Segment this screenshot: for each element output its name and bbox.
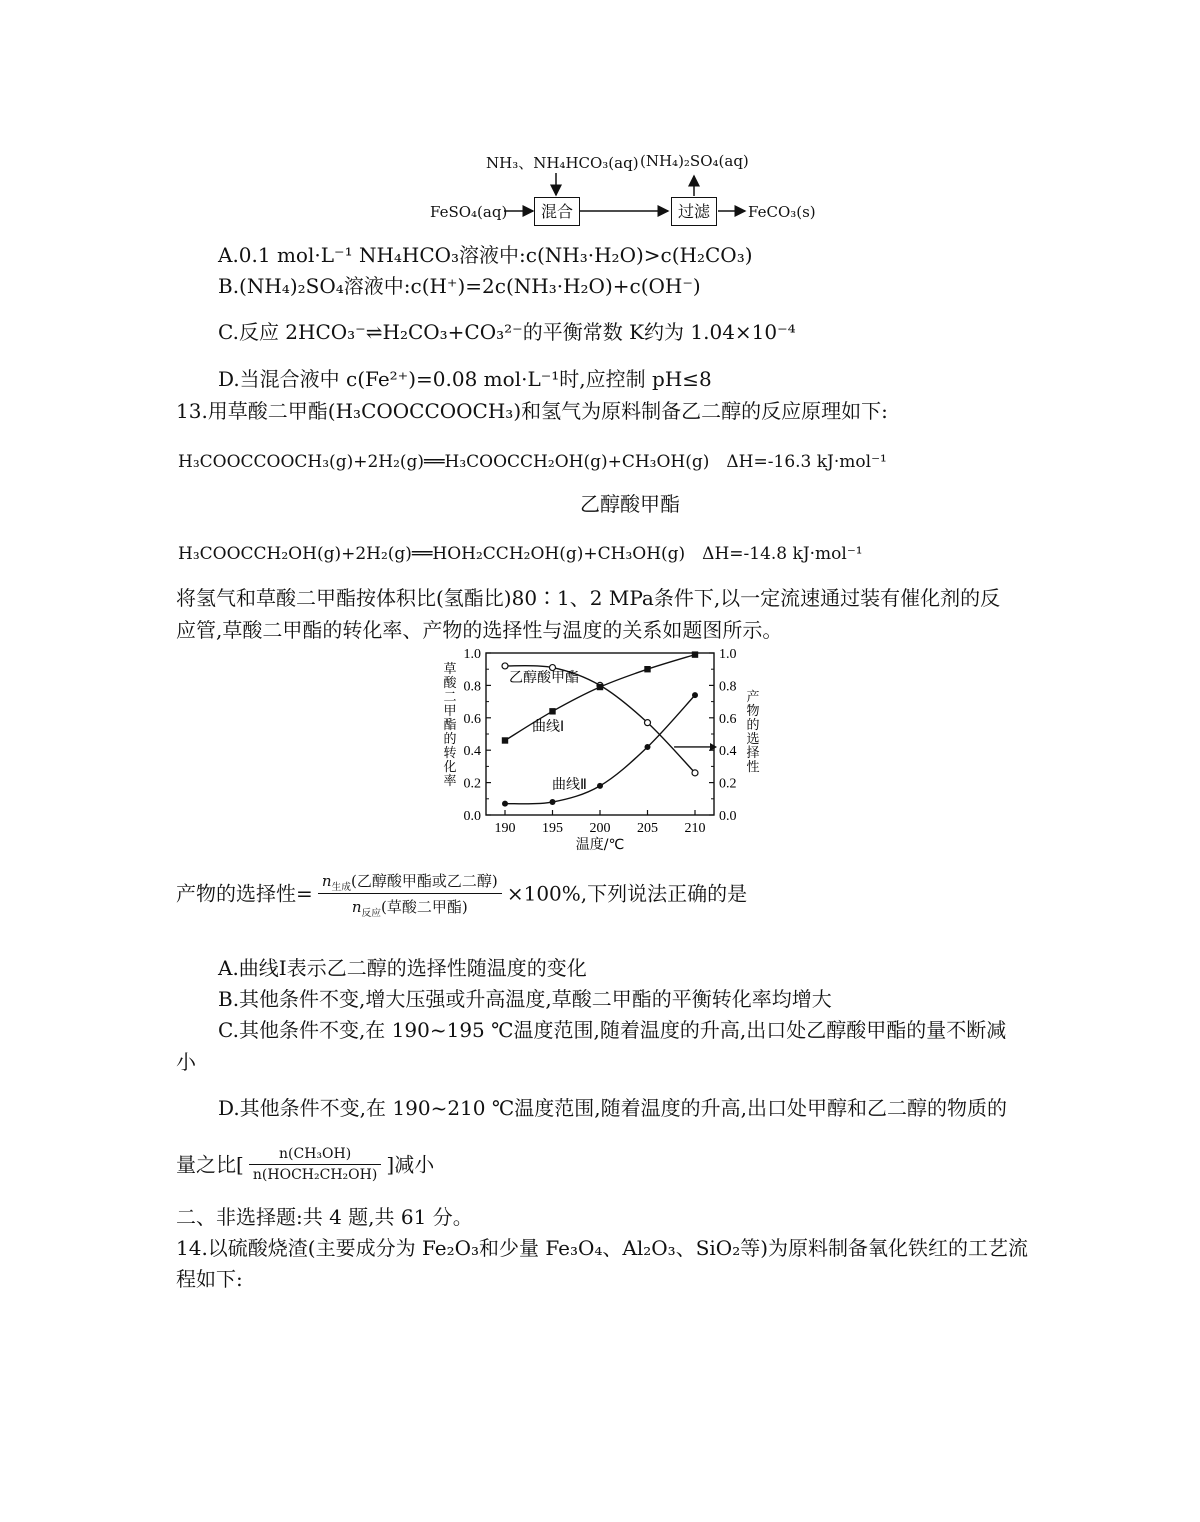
series-2-point	[549, 708, 555, 714]
flow-arrows	[0, 0, 1200, 240]
svg-text:性: 性	[746, 760, 760, 775]
series-1-label: 乙醇酸甲酯	[509, 670, 579, 687]
q13-option-c-line-1: C.其他条件不变,在 190~195 ℃温度范围,随着温度的升高,出口处乙醇酸甲酯的量不断减	[218, 1018, 1007, 1042]
y-tick-label-left: 0.6	[463, 711, 481, 727]
selectivity-den-text: (草酸二甲酯)	[381, 898, 468, 916]
y-tick-label-right: 0.6	[719, 711, 737, 727]
x-tick-label: 205	[637, 821, 658, 836]
svg-text:率: 率	[443, 774, 457, 789]
q13-option-d-line-1: D.其他条件不变,在 190~210 ℃温度范围,随着温度的升高,出口处甲醇和乙二醇的物质的	[218, 1096, 1007, 1120]
flow-input-label: FeSO₄(aq)	[430, 203, 508, 221]
series-2-label: 曲线Ⅰ	[532, 718, 565, 735]
q14-stem-line-1: 14.以硫酸烧渣(主要成分为 Fe₂O₃和少量 Fe₃O₄、Al₂O₃、SiO₂等)为原料制备氧化铁红的工艺流	[176, 1236, 1029, 1260]
y-tick-label-right: 0.8	[719, 679, 737, 695]
q13-option-d-prefix: 量之比[	[176, 1152, 244, 1177]
series-3-point	[502, 801, 508, 807]
selectivity-fraction	[318, 870, 502, 917]
q13-equation-1-label: 乙醇酸甲酯	[580, 492, 680, 516]
selectivity-prefix: 产物的选择性=	[176, 881, 313, 906]
q13-option-d-fraction	[249, 1146, 381, 1183]
svg-text:物: 物	[746, 704, 760, 719]
svg-text:二: 二	[443, 690, 457, 705]
q12-option-b: B.(NH₄)₂SO₄溶液中:c(H⁺)=2c(NH₃·H₂O)+c(OH⁻)	[218, 274, 701, 298]
x-tick-label: 200	[589, 821, 611, 836]
y-axis-label-right	[746, 689, 759, 775]
q13-equation-1: H₃COOCCOOCH₃(g)+2H₂(g)══H₃COOCCH₂OH(g)+CH₃OH(g) ΔH=-16.3 kJ·mol⁻¹	[178, 452, 887, 472]
series-1-point	[692, 770, 698, 776]
q13-option-d-denominator: n(HOCH₂CH₂OH)	[252, 1167, 378, 1183]
flow-filter-box: 过滤	[671, 197, 717, 226]
selectivity-suffix: ×100%,下列说法正确的是	[506, 881, 748, 906]
selectivity-num-text: (乙醇酸甲酯或乙二醇)	[351, 872, 498, 890]
flow-top-left-label: NH₃、NH₄HCO₃(aq)	[486, 154, 639, 172]
svg-text:酸: 酸	[443, 676, 457, 691]
selectivity-den-sub: 反应	[361, 908, 382, 919]
q13-option-d-numerator: n(CH₃OH)	[249, 1146, 381, 1165]
q13-stem: 13.用草酸二甲酯(H₃COOCCOOCH₃)和氢气为原料制备乙二醇的反应原理如下:	[176, 399, 888, 423]
series-2-point	[597, 684, 603, 690]
y-tick-label-right: 1.0	[719, 647, 737, 662]
y-tick-label-right: 0.2	[719, 776, 737, 792]
q13-option-c-line-2: 小	[176, 1050, 196, 1074]
q13-option-d-suffix: ]减小	[386, 1152, 435, 1177]
x-axis-label: 温度/℃	[575, 837, 625, 853]
series-3-point	[692, 692, 698, 698]
series-2-point	[644, 666, 650, 672]
svg-text:转: 转	[443, 746, 457, 761]
series-1-point	[645, 720, 651, 726]
svg-text:择: 择	[746, 746, 760, 761]
series-1-point	[502, 663, 508, 669]
svg-text:的: 的	[746, 718, 760, 733]
q13-paragraph-line-1: 将氢气和草酸二甲酯按体积比(氢酯比)80∶1、2 MPa条件下,以一定流速通过装有催化剂的反	[176, 586, 1001, 610]
q12-option-a: A.0.1 mol·L⁻¹ NH₄HCO₃溶液中:c(NH₃·H₂O)>c(H₂CO₃)	[218, 243, 753, 267]
y-tick-label-right: 0.4	[719, 744, 737, 760]
selectivity-num-sub: 生成	[331, 882, 352, 893]
series-3-point	[597, 783, 603, 789]
svg-text:酯: 酯	[443, 718, 457, 733]
y-tick-label-left: 1.0	[463, 647, 481, 662]
series-2-point	[692, 651, 698, 657]
q13-option-d-line-2	[176, 1146, 434, 1183]
q12-option-c: C.反应 2HCO₃⁻⇌H₂CO₃+CO₃²⁻的平衡常数 K约为 1.04×10⁻⁴	[218, 320, 796, 344]
svg-text:选: 选	[746, 732, 760, 747]
section-2-heading: 二、非选择题:共 4 题,共 61 分。	[176, 1205, 473, 1229]
selectivity-numerator: $n_{生成}$(乙醇酸甲酯或乙二醇)	[318, 870, 502, 894]
q13-option-a: A.曲线Ⅰ表示乙二醇的选择性随温度的变化	[218, 956, 587, 980]
x-tick-label: 210	[684, 821, 706, 836]
flow-mix-box: 混合	[534, 197, 580, 226]
y-tick-label-left: 0.4	[463, 744, 481, 760]
x-tick-label: 195	[542, 821, 563, 836]
flow-output-label: FeCO₃(s)	[748, 203, 816, 221]
svg-text:的: 的	[443, 732, 457, 747]
series-3-point	[550, 799, 556, 805]
series-3-point	[645, 744, 651, 750]
svg-text:甲: 甲	[443, 704, 457, 719]
svg-text:化: 化	[443, 760, 457, 775]
q13-paragraph-line-2: 应管,草酸二甲酯的转化率、产物的选择性与温度的关系如题图所示。	[176, 618, 783, 642]
svg-text:产: 产	[746, 690, 760, 705]
x-tick-label: 190	[494, 821, 516, 836]
y-tick-label-right: 0.0	[719, 809, 737, 824]
selectivity-denominator: $n_{反应}$(草酸二甲酯)	[351, 898, 468, 919]
svg-text:草: 草	[443, 662, 457, 677]
y-tick-label-left: 0.2	[463, 776, 481, 792]
selectivity-definition	[176, 870, 747, 917]
q13-chart	[430, 640, 770, 860]
q13-option-b: B.其他条件不变,增大压强或升高温度,草酸二甲酯的平衡转化率均增大	[218, 987, 832, 1011]
q14-stem-line-2: 程如下:	[176, 1267, 243, 1291]
series-2-point	[502, 737, 508, 743]
y-axis-label-left	[443, 662, 457, 789]
series-3-label: 曲线Ⅱ	[552, 777, 587, 794]
q12-option-d: D.当混合液中 c(Fe²⁺)=0.08 mol·L⁻¹时,应控制 pH≤8	[218, 367, 712, 391]
y-tick-label-left: 0.8	[463, 679, 481, 695]
q13-equation-2: H₃COOCCH₂OH(g)+2H₂(g)══HOH₂CCH₂OH(g)+CH₃OH(g) ΔH=-14.8 kJ·mol⁻¹	[178, 544, 863, 564]
flow-top-right-label: (NH₄)₂SO₄(aq)	[640, 152, 749, 170]
y-tick-label-left: 0.0	[463, 809, 481, 824]
